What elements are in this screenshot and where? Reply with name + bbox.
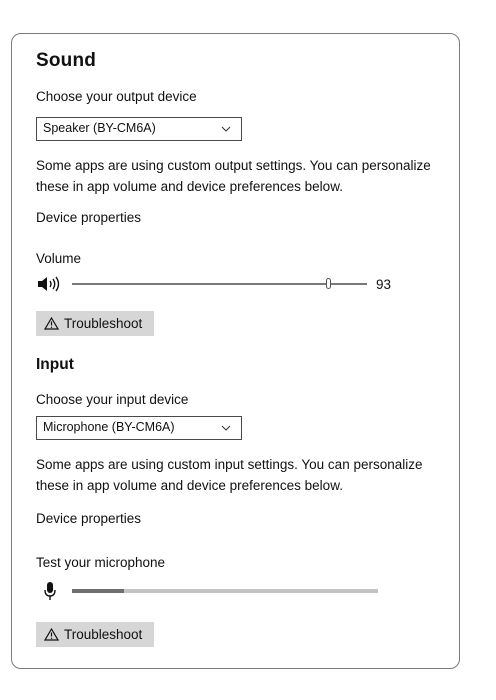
input-note-line1: Some apps are using custom input settings. You can personalize xyxy=(36,457,423,472)
chevron-down-icon xyxy=(221,423,231,433)
test-microphone-label: Test your microphone xyxy=(36,555,166,570)
warning-icon xyxy=(44,628,59,641)
input-device-label: Choose your input device xyxy=(36,392,189,407)
output-device-value: Speaker (BY-CM6A) xyxy=(43,121,156,135)
input-title: Input xyxy=(36,356,74,373)
output-troubleshoot-button[interactable] xyxy=(36,311,154,336)
input-note-line2: these in app volume and device preferences below. xyxy=(36,478,343,493)
output-note-line1: Some apps are using custom output settings. You can personalize xyxy=(36,158,431,173)
warning-icon xyxy=(44,317,59,330)
sound-settings-panel xyxy=(11,33,460,669)
input-troubleshoot-button[interactable] xyxy=(36,622,154,647)
microphone-level-fill xyxy=(72,589,124,593)
speaker-icon[interactable] xyxy=(37,276,63,292)
sound-title: Sound xyxy=(36,50,97,71)
chevron-down-icon xyxy=(221,124,231,134)
volume-label: Volume xyxy=(36,251,82,266)
microphone-icon xyxy=(43,581,57,601)
volume-value: 93 xyxy=(376,277,392,292)
input-device-value: Microphone (BY-CM6A) xyxy=(43,420,175,434)
volume-slider-thumb[interactable] xyxy=(326,278,331,289)
input-troubleshoot-label: Troubleshoot xyxy=(64,627,143,642)
output-note-line2: these in app volume and device preferences below. xyxy=(36,179,343,194)
output-troubleshoot-label: Troubleshoot xyxy=(64,316,143,331)
volume-slider-track[interactable] xyxy=(72,283,367,285)
input-device-select[interactable] xyxy=(36,416,242,440)
microphone-level-meter xyxy=(72,589,378,593)
output-device-label: Choose your output device xyxy=(36,89,197,104)
output-device-select[interactable] xyxy=(36,117,242,141)
output-device-properties-link[interactable]: Device properties xyxy=(36,210,142,225)
input-device-properties-link[interactable]: Device properties xyxy=(36,511,142,526)
